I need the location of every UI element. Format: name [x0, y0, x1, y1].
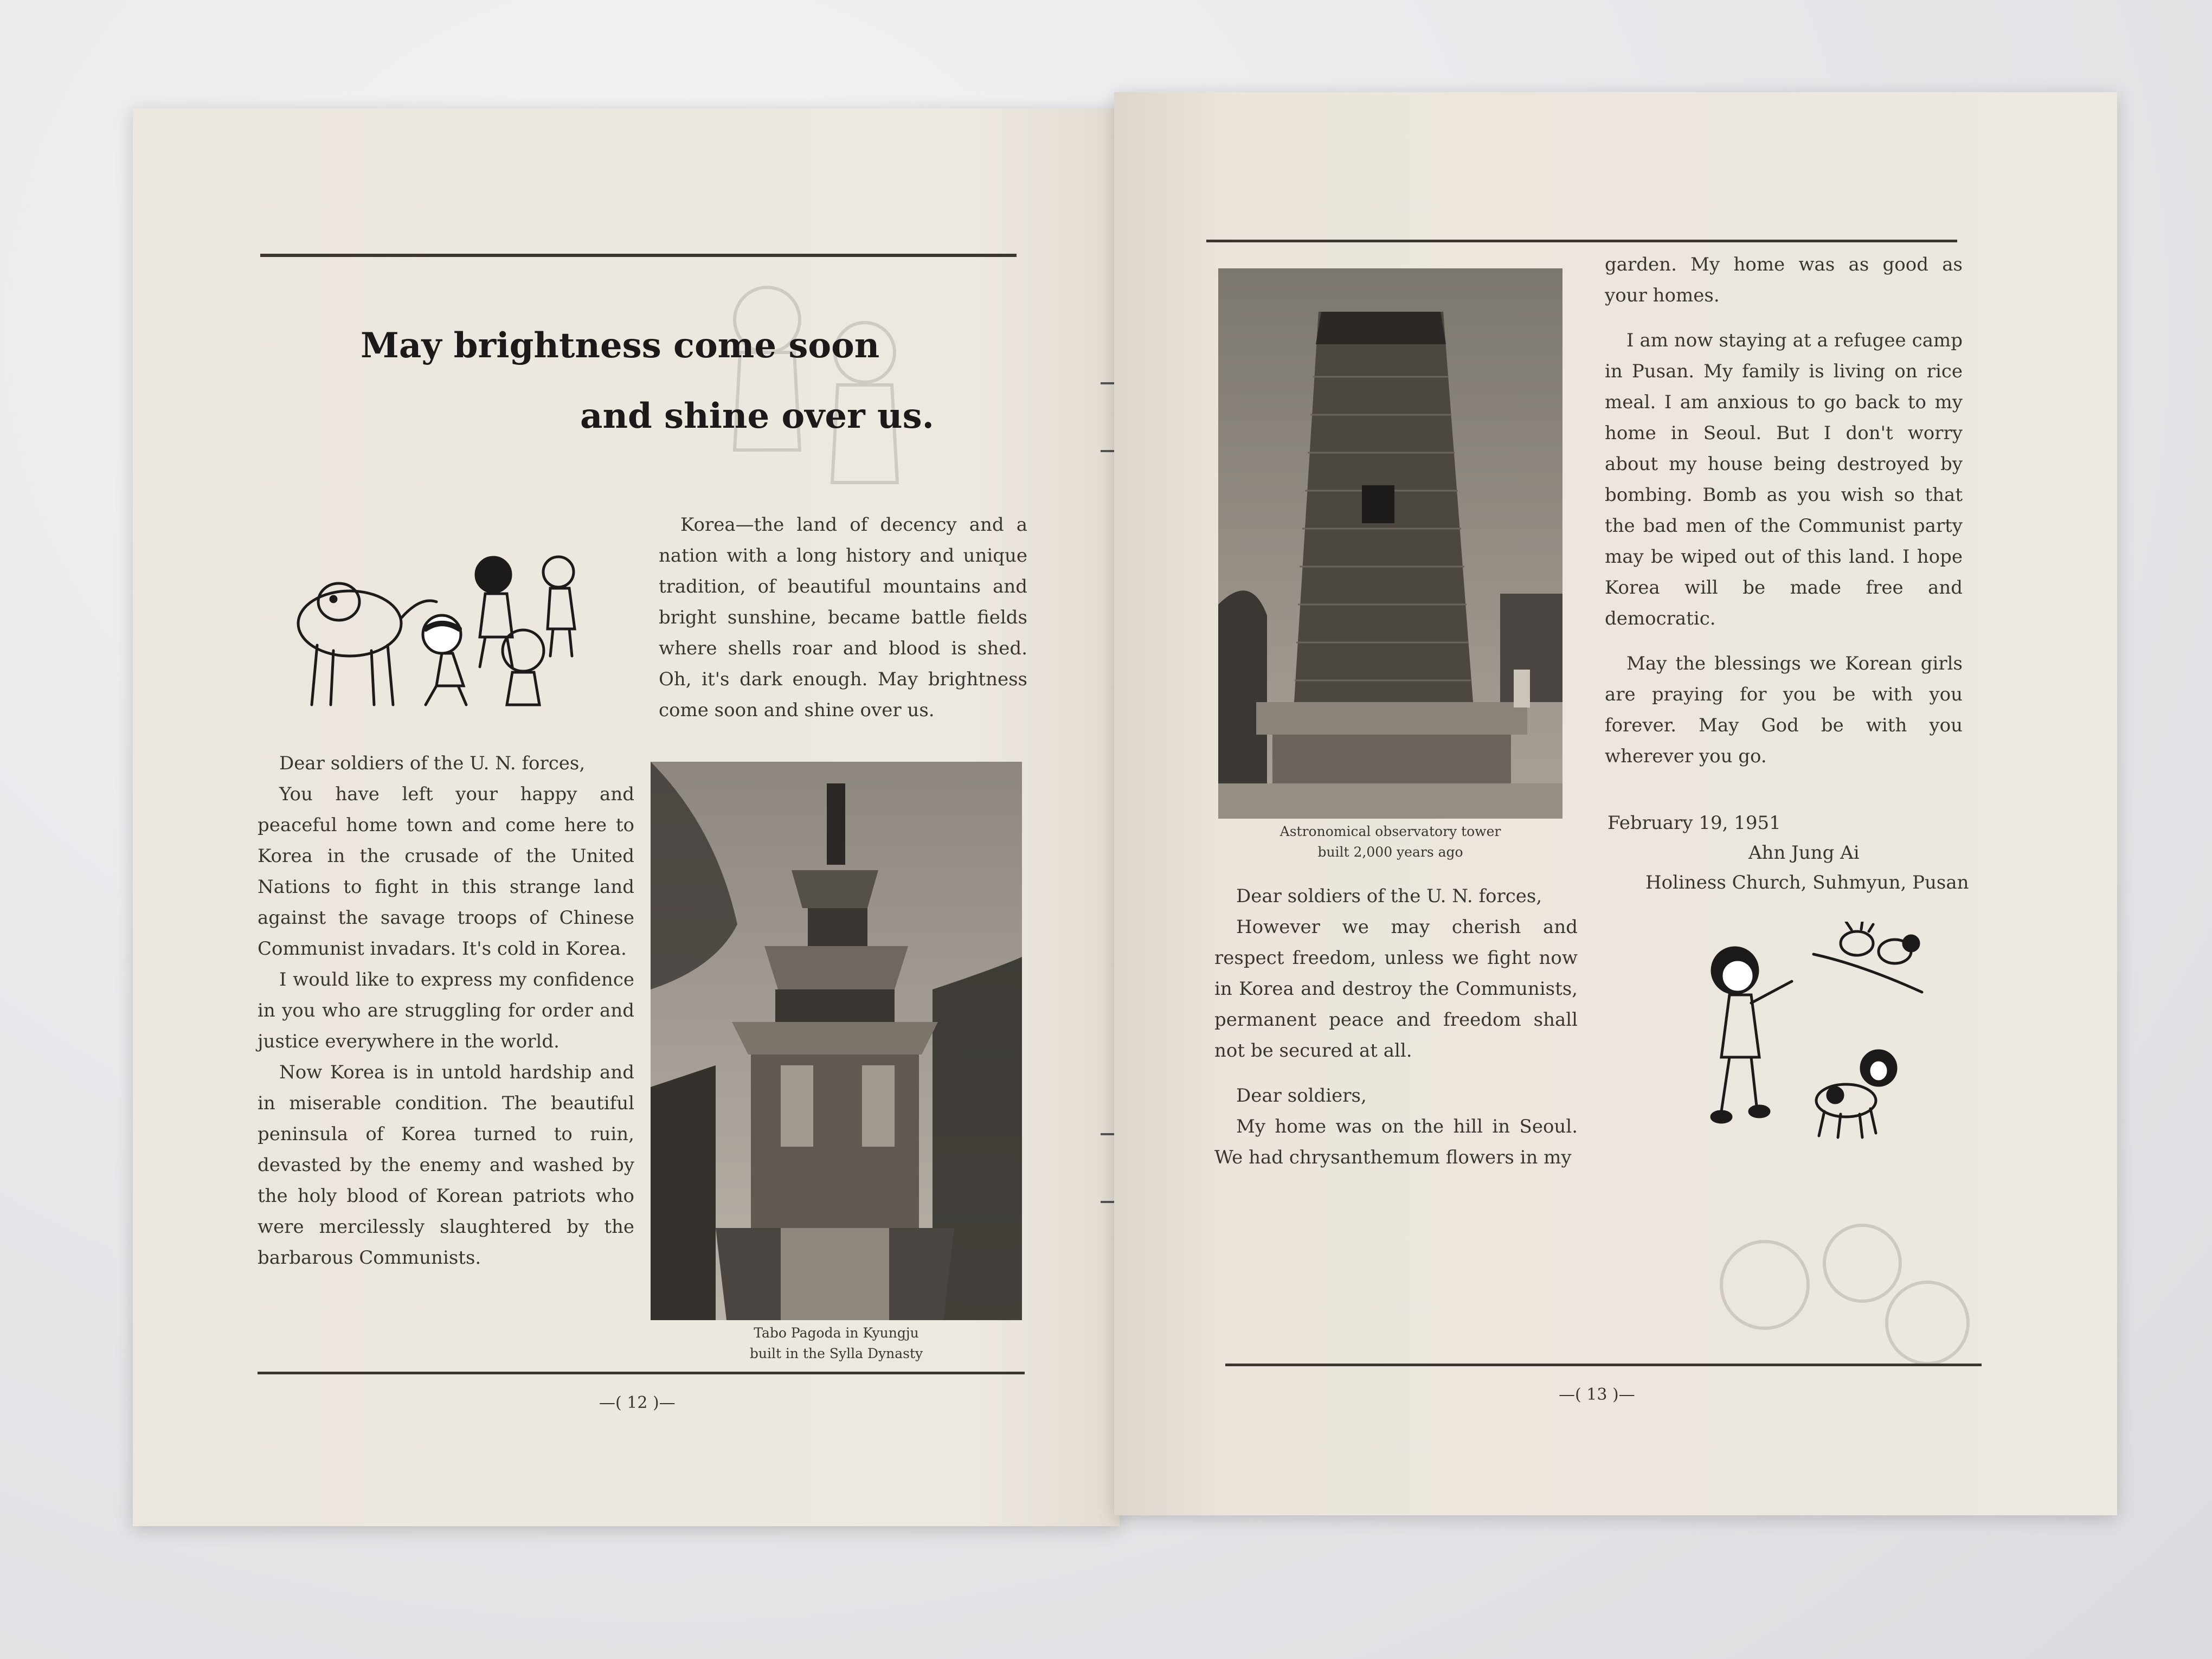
observatory-caption: [1218, 821, 1562, 863]
pagoda-caption: [651, 1323, 1022, 1364]
page-number: —( 12 )—: [599, 1393, 676, 1412]
body-paragraph: I would like to express my confidence in you who are struggling for order and justice everywhere in the world.: [258, 969, 634, 1052]
top-rule: [1206, 240, 1957, 242]
intro-paragraph: Korea—the land of decency and a nation with a long history and unique tradition, of beautiful mountains and bright sunshine, became battle fields where shells roar and blood is shed. Oh, it's dark enough. May brightness come soon and shine over us.: [659, 514, 1027, 721]
letter-author: Ahn Jung Ai: [1748, 842, 1860, 864]
body-paragraph: However we may cherish and respect freedom, unless we fight now in Korea and destroy the Communists, permanent peace and freedom shall not be secured at all.: [1214, 916, 1578, 1062]
letter-salutation: Dear soldiers,: [1236, 1085, 1367, 1107]
observatory-image: [1218, 268, 1562, 819]
right-page: [1114, 92, 2117, 1515]
children-and-cow-illustration: [279, 542, 594, 726]
observatory-photo: [1218, 268, 1562, 819]
girl-birds-dog-illustration: [1683, 922, 1976, 1149]
show-through-illustration: [1700, 1204, 1982, 1410]
page-number: —( 13 )—: [1559, 1385, 1635, 1404]
observatory-caption-line-2: built 2,000 years ago: [1317, 844, 1463, 860]
body-paragraph: I am now staying at a refugee camp in Pusan. My family is living on rice meal. I am anxious to go back to my home in Seoul. But I don't worry about my house being destroyed by bombing. Bomb as you wish so that the bad men of the Communist party may be wiped out of this land. I hope Korea will be made free and democratic.: [1605, 330, 1963, 629]
bottom-rule: [258, 1372, 1025, 1374]
letter-affiliation: Holiness Church, Suhmyun, Pusan: [1645, 872, 1969, 893]
body-paragraph: My home was on the hill in Seoul. We had chrysanthemum flowers in my: [1214, 1116, 1578, 1168]
pagoda-caption-line-1: Tabo Pagoda in Kyungju: [754, 1325, 919, 1341]
letter-date: February 19, 1951: [1607, 812, 1781, 834]
letter-salutation: Dear soldiers of the U. N. forces,: [1236, 885, 1542, 907]
pagoda-photo: [651, 762, 1022, 1320]
article-title-line-1: May brightness come soon: [361, 325, 880, 366]
left-page: [133, 108, 1120, 1526]
left-body-column: [258, 748, 634, 1274]
right-column-2: [1605, 249, 1963, 772]
top-rule: [260, 254, 1017, 257]
body-paragraph: You have left your happy and peaceful home town and come here to Korea in the crusade of the United Nations to fight in this strange land against the savage troops of Chinese Communist invadars. It's cold in Korea.: [258, 783, 634, 960]
right-column-1: [1214, 881, 1578, 1173]
body-paragraph: garden. My home was as good as your homes.: [1605, 254, 1963, 306]
body-paragraph: May the blessings we Korean girls are praying for you be with you forever. May God be with you wherever you go.: [1605, 653, 1963, 767]
body-paragraph: Now Korea is in untold hardship and in miserable condition. The beautiful peninsula of Korea turned to ruin, devasted by the enemy and washed by the holy blood of Korean patriots who were mercilessly slaughtered by the barbarous Communists.: [258, 1062, 634, 1269]
intro-column: [659, 510, 1027, 726]
bottom-rule: [1225, 1364, 1982, 1366]
observatory-caption-line-1: Astronomical observatory tower: [1279, 824, 1501, 839]
letter-salutation: Dear soldiers of the U. N. forces,: [279, 753, 586, 774]
pagoda-image: [651, 762, 1022, 1320]
pagoda-caption-line-2: built in the Sylla Dynasty: [749, 1346, 923, 1361]
article-title-line-2: and shine over us.: [580, 396, 934, 436]
